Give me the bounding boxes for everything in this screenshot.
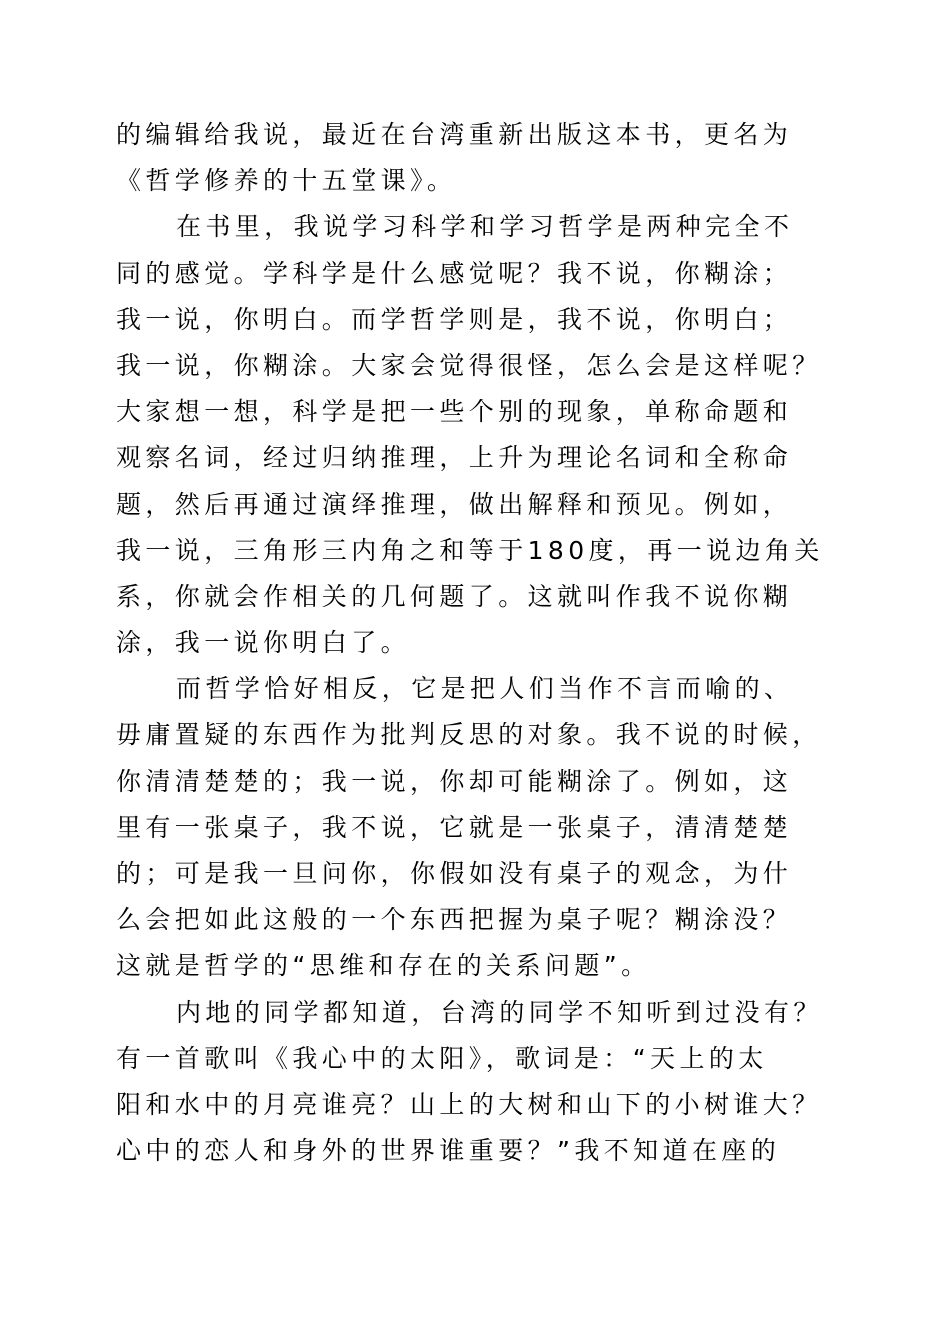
text-line: 系，你就会作相关的几何题了。这就叫作我不说你糊: [116, 581, 793, 611]
text-line: 我一说，你糊涂。大家会觉得很怪，怎么会是这样呢？: [116, 350, 822, 380]
text-line: 《哲学修养的十五堂课》。: [116, 166, 457, 196]
text-line: 涂，我一说你明白了。: [116, 628, 411, 658]
text-line: 的；可是我一旦问你，你假如没有桌子的观念，为什: [116, 859, 793, 888]
paragraph-start-line: 而哲学恰好相反，它是把人们当作不言而喻的、: [176, 674, 794, 704]
text-line: 我一说，三角形三内角之和等于180度，再一说边角关: [116, 535, 824, 565]
text-line: 的编辑给我说，最近在台湾重新出版这本书，更名为: [116, 120, 793, 149]
text-line: 观察名词，经过归纳推理，上升为理论名词和全称命: [116, 443, 793, 473]
text-line: 题，然后再通过演绎推理，做出解释和预见。例如，: [116, 489, 793, 519]
text-line: 么会把如此这般的一个东西把握为桌子呢？糊涂没？: [116, 905, 793, 935]
text-line: 阳和水中的月亮谁亮？山上的大树和山下的小树谁大？: [116, 1089, 822, 1119]
text-line: 你清清楚楚的；我一说，你却可能糊涂了。例如，这: [116, 766, 793, 796]
text-line: 这就是哲学的“思维和存在的关系问题”。: [116, 951, 651, 981]
text-line: 我一说，你明白。而学哲学则是，我不说，你明白；: [116, 304, 793, 334]
text-line: 毋庸置疑的东西作为批判反思的对象。我不说的时候，: [116, 720, 822, 750]
text-line: 同的感觉。学科学是什么感觉呢？我不说，你糊涂；: [116, 258, 793, 288]
text-line: 大家想一想，科学是把一些个别的现象，单称命题和: [116, 397, 793, 427]
text-line: 心中的恋人和身外的世界谁重要？”我不知道在座的: [116, 1136, 781, 1166]
text-line: 里有一张桌子，我不说，它就是一张桌子，清清楚楚: [116, 812, 793, 842]
text-line: 有一首歌叫《我心中的太阳》，歌词是：“天上的太: [116, 1043, 768, 1073]
paragraph-start-line: 在书里，我说学习科学和学习哲学是两种完全不: [176, 212, 794, 242]
paragraph-start-line: 内地的同学都知道，台湾的同学不知听到过没有？: [176, 997, 823, 1027]
body-text: [116, 112, 846, 1174]
